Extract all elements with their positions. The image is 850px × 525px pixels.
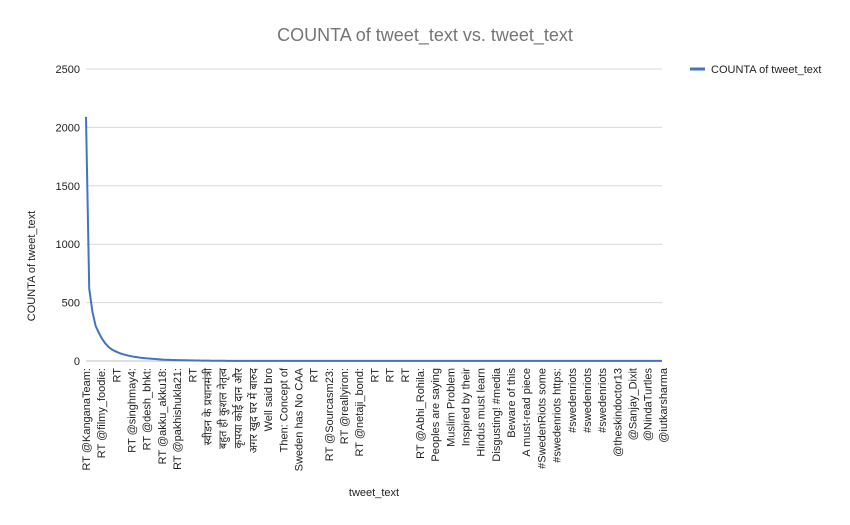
x-tick-label: अगर खुद घर में बारुद: [248, 368, 260, 454]
legend-label: COUNTA of tweet_text: [711, 64, 822, 76]
x-tick-label: स्वीडन के प्रधानमंत्री: [202, 368, 215, 446]
y-tick-label: 2000: [55, 122, 80, 135]
x-tick-label: RT @Abhi_Rohila:: [415, 368, 427, 459]
x-tick-label: बहुत ही कुशल नेतृत्व: [217, 368, 230, 450]
x-tick-label: Inspired by their: [460, 368, 473, 447]
x-tick-label: RT @singhmay4:: [126, 368, 139, 453]
x-axis-title: tweet_text: [348, 487, 400, 499]
x-tick-label: @NindaTurtles: [642, 368, 655, 442]
x-tick-label: RT: [384, 368, 397, 383]
chart-title: COUNTA of tweet_text vs. tweet_text: [277, 25, 573, 45]
x-tick-label: Disgusting! #media: [490, 368, 503, 462]
x-tick-label: @theskindoctor13: [612, 368, 625, 457]
gridlines: [86, 69, 662, 303]
x-tick-label: RT @netaji_bond:: [354, 368, 367, 457]
x-tick-label: Beware of this: [506, 368, 518, 438]
x-tick-label: RT @filmy_foodie:: [96, 368, 109, 459]
x-tick-label: RT: [187, 368, 200, 383]
y-tick-label: 2500: [55, 64, 80, 76]
x-tick-label: A must-read piece: [521, 368, 534, 457]
x-axis-ticks: [81, 367, 670, 471]
x-tick-label: #swedenriots https:: [551, 368, 564, 463]
x-tick-label: RT @reallyiron:: [339, 368, 352, 445]
x-tick-label: RT @pakhishukla21:: [172, 368, 185, 470]
x-tick-label: Hindus must learn: [475, 368, 488, 457]
x-tick-label: RT: [369, 368, 382, 383]
legend: [690, 64, 821, 76]
series-layer: [86, 117, 662, 361]
x-tick-label: कृपया कोई दान और: [232, 368, 245, 449]
x-tick-label: Muslim Problem: [445, 368, 458, 447]
x-tick-label: @Sanjay_Dixit: [627, 368, 640, 441]
x-tick-label: #swedenriots: [566, 368, 579, 433]
x-tick-label: RT: [399, 368, 412, 383]
y-tick-label: 500: [61, 297, 80, 310]
y-tick-label: 0: [73, 356, 80, 368]
y-axis-ticks: [56, 64, 80, 368]
y-axis-title: COUNTA of tweet_text: [26, 210, 38, 322]
x-tick-label: Sweden has No CAA: [293, 368, 306, 472]
y-tick-label: 1000: [55, 239, 80, 252]
x-tick-label: Peoples are saying: [430, 368, 443, 462]
x-tick-label: RT @akku_akku18:: [156, 368, 169, 465]
y-tick-label: 1500: [55, 180, 80, 193]
x-tick-label: #swedenriots: [581, 368, 594, 433]
x-tick-label: RT @Sourcasm23:: [323, 368, 336, 462]
x-tick-label: RT: [308, 368, 321, 383]
x-tick-label: Well said bro: [263, 368, 276, 432]
x-tick-label: Then: Concept of: [278, 368, 291, 453]
x-tick-label: RT @desh_bhkt:: [141, 368, 154, 451]
x-tick-label: @iutkarsharma: [657, 368, 670, 443]
x-tick-label: RT: [111, 368, 124, 383]
x-tick-label: #swedenriots: [597, 368, 610, 433]
series-line: [86, 117, 662, 361]
x-tick-label: #SwedenRiots some: [536, 368, 549, 469]
x-tick-label: RT @KanganaTeam:: [81, 368, 93, 471]
